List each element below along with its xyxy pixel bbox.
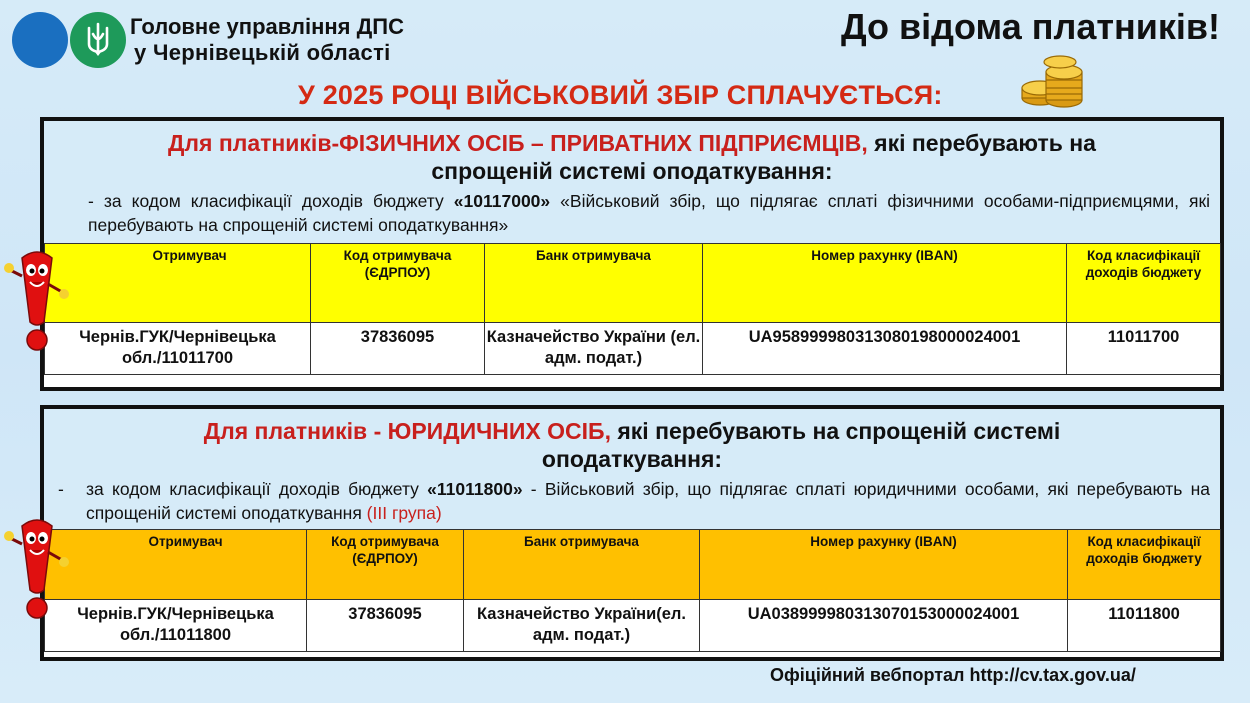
section1-desc-text: «Військовий збір, що підлягає сплаті фізичними особами-підприємцями, які перебувають на спрощеній системі оподаткування» [88, 191, 1210, 235]
section2-desc-text: - Військовий збір, що підлягає сплаті юридичними особами, які перебувають на спрощеній системі оподаткування [86, 479, 1210, 523]
section1-title-red: Для платників-ФІЗИЧНИХ ОСІБ – ПРИВАТНИХ ПІДПРИЄМЦІВ, [168, 130, 868, 156]
org-line-2: у Чернівецькій області [134, 40, 391, 65]
section2-desc-body [86, 477, 1210, 525]
section1-title-part1: які перебувають на [867, 130, 1096, 156]
header-recipient: Отримувач [45, 244, 311, 323]
section2-description [44, 473, 1220, 529]
org-line-1: Головне управління ДПС [130, 14, 404, 39]
header-budget-code: Код класифікації доходів бюджету [1068, 530, 1221, 600]
section2-desc-code: «11011800» [427, 479, 523, 499]
header-edrpou: Код отримувача (ЄДРПОУ) [311, 244, 485, 323]
header-iban: Номер рахунку (IBAN) [700, 530, 1068, 600]
section2-desc-group: (ІІІ група) [366, 503, 442, 523]
cell-edrpou: 37836095 [311, 323, 485, 375]
section2-table [44, 529, 1221, 652]
cell-bank: Казначейство України(ел. адм. подат.) [464, 600, 700, 652]
section1-desc-code: «10117000» [453, 191, 551, 211]
section1-title-part2: спрощеній системі оподаткування: [431, 158, 833, 184]
section2-title [44, 409, 1220, 473]
cell-budget-code: 11011800 [1068, 600, 1221, 652]
section2-title-red: Для платників - ЮРИДИЧНИХ ОСІБ, [203, 418, 611, 444]
section-legal-entities [40, 405, 1224, 661]
exclamation-mascot-icon [4, 248, 70, 354]
footer-portal-link[interactable]: Офіційний вебпортал http://cv.tax.gov.ua/ [770, 665, 1136, 685]
section2-title-part2: оподаткування: [541, 446, 723, 472]
section1-description [44, 185, 1220, 243]
notice-title: До відома платників! [840, 6, 1220, 47]
tax-service-logo [70, 12, 126, 68]
cell-edrpou: 37836095 [307, 600, 464, 652]
section1-title [44, 121, 1220, 185]
cell-recipient: Чернів.ГУК/Чернівецька обл./11011800 [45, 600, 307, 652]
organization-name [130, 14, 404, 66]
section2-title-part1: які перебувають на спрощеній системі [610, 418, 1061, 444]
header-recipient: Отримувач [45, 530, 307, 600]
header-edrpou: Код отримувача (ЄДРПОУ) [307, 530, 464, 600]
logo-blue-circle [12, 12, 68, 68]
section1-desc-prefix: - за кодом класифікації доходів бюджету [88, 191, 454, 211]
section1-table [44, 243, 1221, 375]
cell-iban: UA038999980313070153000024001 [700, 600, 1068, 652]
section2-desc-dash: - [58, 479, 64, 499]
header-iban: Номер рахунку (IBAN) [703, 244, 1067, 323]
header-budget-code: Код класифікації доходів бюджету [1067, 244, 1221, 323]
exclamation-mascot-icon [4, 516, 70, 622]
table-header-row [45, 244, 1221, 323]
section2-desc-prefix: за кодом класифікації доходів бюджету [86, 479, 428, 499]
cell-recipient: Чернів.ГУК/Чернівецька обл./11011700 [45, 323, 311, 375]
trident-icon [83, 22, 113, 58]
headline: У 2025 РОЦІ ВІЙСЬКОВИЙ ЗБІР СПЛАЧУЄТЬСЯ: [298, 80, 943, 110]
cell-iban: UA958999980313080198000024001 [703, 323, 1067, 375]
table-row [45, 323, 1221, 375]
section-individual-entrepreneurs [40, 117, 1224, 391]
header-bank: Банк отримувача [464, 530, 700, 600]
table-header-row [45, 530, 1221, 600]
coins-icon [1018, 52, 1088, 110]
header-bank: Банк отримувача [485, 244, 703, 323]
cell-bank: Казначейство України (ел. адм. подат.) [485, 323, 703, 375]
table-row [45, 600, 1221, 652]
cell-budget-code: 11011700 [1067, 323, 1221, 375]
